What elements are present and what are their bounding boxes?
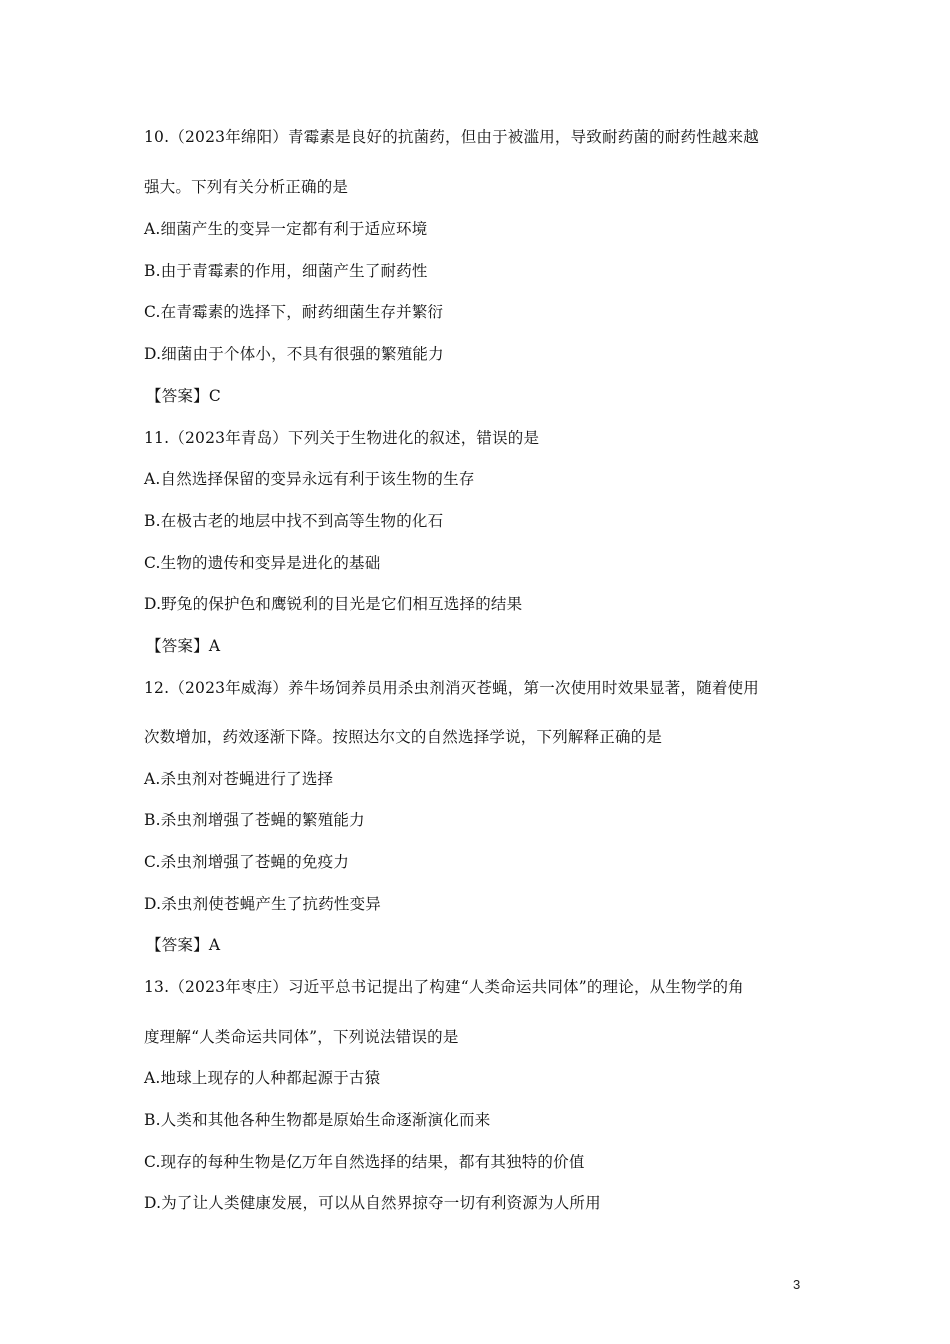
answer-label: 【答案】 — [146, 637, 209, 655]
question-13-stem-line2: 度理解“人类命运共同体”，下列说法错误的是 — [144, 1028, 459, 1046]
question-12-option-c: C.杀虫剂增强了苍蝇的免疫力 — [144, 853, 350, 871]
question-10-option-a: A.细菌产生的变异一定都有利于适应环境 — [144, 220, 428, 238]
question-13-option-c: C.现存的每种生物是亿万年自然选择的结果，都有其独特的价值 — [144, 1153, 585, 1171]
question-11-answer — [146, 636, 220, 656]
question-10-option-d: D.细菌由于个体小，不具有很强的繁殖能力 — [144, 345, 444, 363]
question-13-option-d: D.为了让人类健康发展，可以从自然界掠夺一切有利资源为人所用 — [144, 1194, 601, 1212]
question-10-option-b: B.由于青霉素的作用，细菌产生了耐药性 — [144, 262, 428, 280]
question-12-stem-line1: 12.（2023年威海）养牛场饲养员用杀虫剂消灭苍蝇，第一次使用时效果显著，随着使用 — [144, 679, 759, 697]
question-13-option-a: A.地球上现存的人种都起源于古猿 — [144, 1069, 381, 1087]
answer-value: C — [208, 387, 221, 405]
answer-label: 【答案】 — [146, 936, 209, 954]
question-11-option-a: A.自然选择保留的变异永远有利于该生物的生存 — [144, 470, 475, 488]
question-12-option-a: A.杀虫剂对苍蝇进行了选择 — [144, 770, 334, 788]
question-11-stem-line1: 11.（2023年青岛）下列关于生物进化的叙述，错误的是 — [144, 429, 540, 447]
question-13-option-b: B.人类和其他各种生物都是原始生命逐渐演化而来 — [144, 1111, 491, 1129]
answer-value: A — [208, 637, 221, 655]
answer-label: 【答案】 — [146, 387, 209, 405]
question-10-option-c: C.在青霉素的选择下，耐药细菌生存并繁衍 — [144, 303, 444, 321]
question-10-answer — [146, 386, 221, 406]
question-12-option-b: B.杀虫剂增强了苍蝇的繁殖能力 — [144, 811, 365, 829]
question-10-stem-line1: 10.（2023年绵阳）青霉素是良好的抗菌药，但由于被滥用，导致耐药菌的耐药性越来越 — [144, 128, 759, 146]
question-10-stem-line2: 强大。下列有关分析正确的是 — [144, 178, 349, 196]
question-11-option-d: D.野兔的保护色和鹰锐利的目光是它们相互选择的结果 — [144, 595, 523, 613]
question-11-option-c: C.生物的遗传和变异是进化的基础 — [144, 554, 381, 572]
answer-value: A — [208, 936, 221, 954]
question-12-option-d: D.杀虫剂使苍蝇产生了抗药性变异 — [144, 895, 382, 913]
question-12-answer — [146, 935, 220, 955]
question-13-stem-line1: 13.（2023年枣庄）习近平总书记提出了构建“人类命运共同体”的理论，从生物学的角 — [144, 978, 744, 996]
page-number: 3 — [793, 1277, 801, 1292]
question-11-option-b: B.在极古老的地层中找不到高等生物的化石 — [144, 512, 444, 530]
question-12-stem-line2: 次数增加，药效逐渐下降。按照达尔文的自然选择学说，下列解释正确的是 — [144, 728, 663, 746]
